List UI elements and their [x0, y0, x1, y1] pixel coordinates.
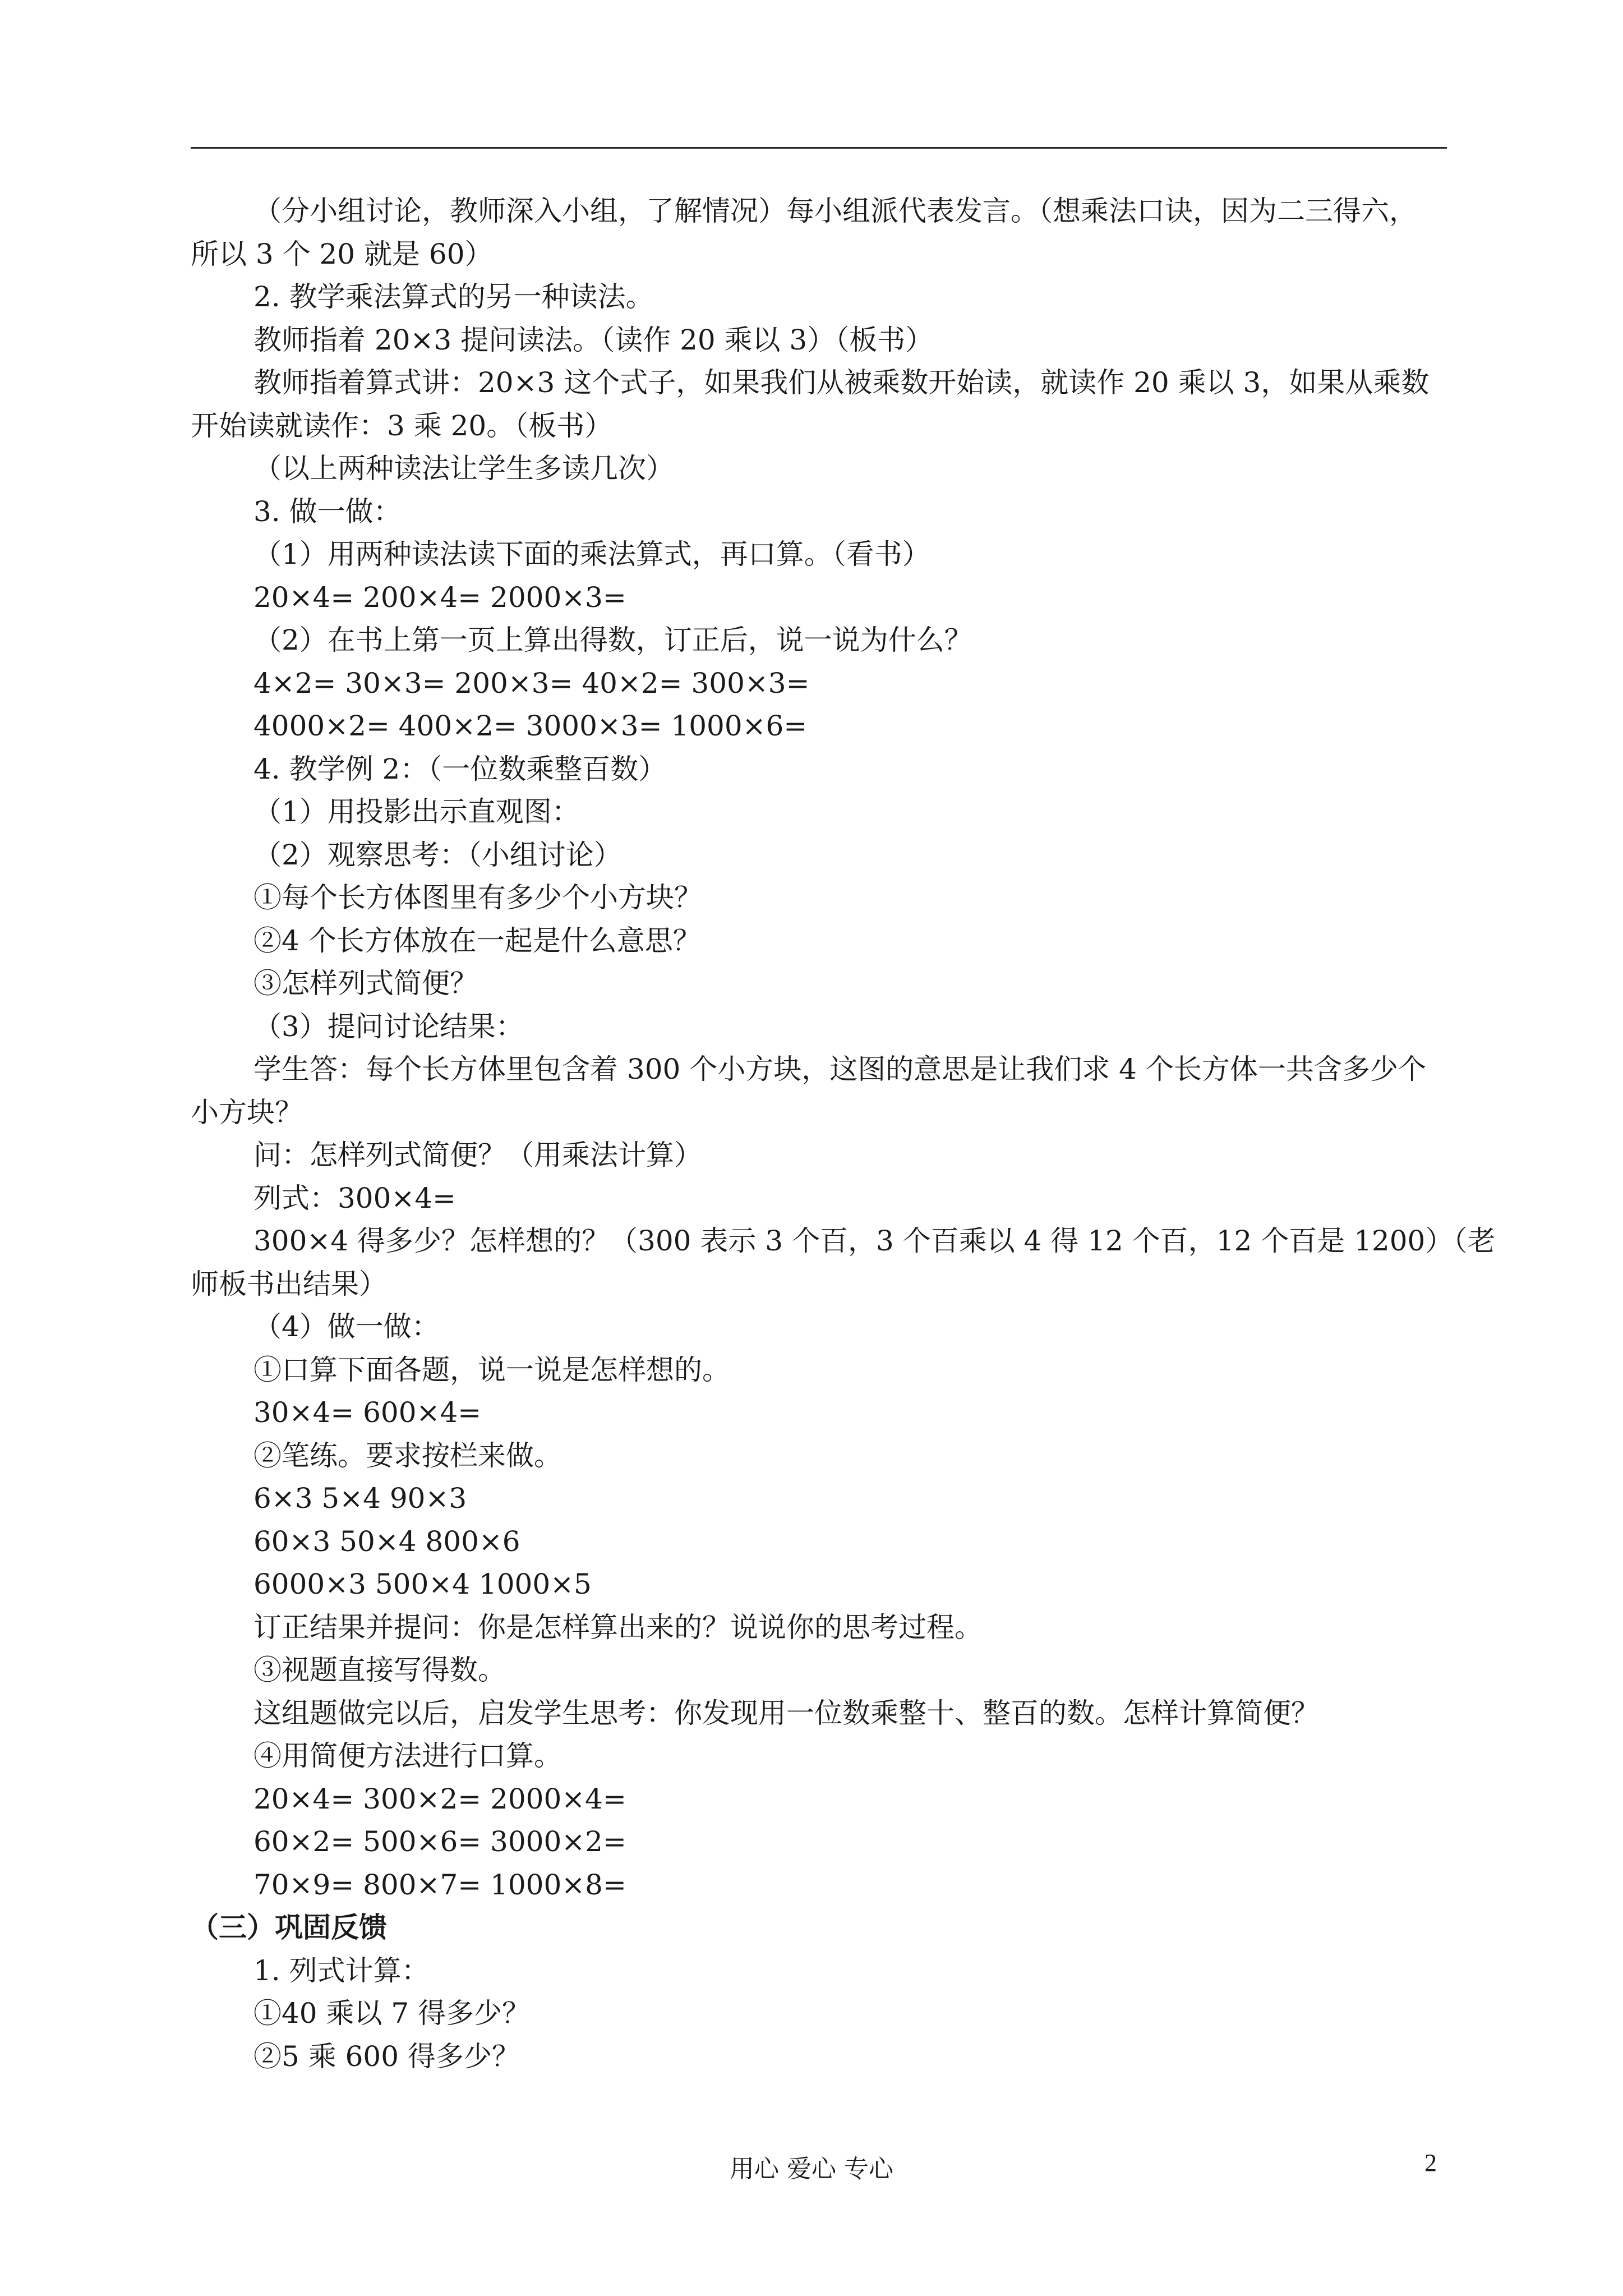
text-line: 60×2= 500×6= 3000×2=: [253, 1825, 626, 1858]
text-line: 这组题做完以后，启发学生思考：你发现用一位数乘整十、整百的数。怎样计算简便？: [253, 1696, 1319, 1729]
text-line: 教师指着 20×3 提问读法。（读作 20 乘以 3）（板书）: [253, 323, 934, 356]
text-line: ②笔练。要求按栏来做。: [253, 1439, 562, 1472]
text-line: 教师指着算式讲：20×3 这个式子，如果我们从被乘数开始读，就读作 20 乘以 3，如果从乘数: [253, 366, 1430, 399]
text-line: （4）做一做：: [253, 1310, 440, 1343]
text-line: （分小组讨论，教师深入小组，了解情况）每小组派代表发言。（想乘法口诀，因为二三得六，: [253, 195, 1417, 227]
footer-motto: 用心 爱心 专心: [730, 2155, 893, 2183]
text-line: 60×3 50×4 800×6: [253, 1525, 520, 1558]
text-line: ①口算下面各题，说一说是怎样想的。: [253, 1353, 730, 1386]
text-line: 20×4= 200×4= 2000×3=: [253, 581, 626, 614]
text-line: 订正结果并提问：你是怎样算出来的？说说你的思考过程。: [253, 1611, 983, 1644]
text-line: 开始读就读作：3 乘 20。（板书）: [191, 409, 613, 442]
text-line: （1）用两种读法读下面的乘法算式，再口算。（看书）: [253, 538, 930, 570]
section-heading: （三）巩固反馈: [191, 1911, 387, 1944]
text-line: 6×3 5×4 90×3: [253, 1482, 467, 1515]
text-line: 300×4 得多少？怎样想的？（300 表示 3 个百，3 个百乘以 4 得 12 个百，12 个百是 1200）（老: [253, 1225, 1496, 1257]
text-line: 70×9= 800×7= 1000×8=: [253, 1868, 626, 1901]
text-line: 1. 列式计算：: [253, 1954, 430, 1987]
text-line: 2. 教学乘法算式的另一种读法。: [253, 280, 654, 313]
text-line: ③怎样列式简便？: [253, 967, 478, 1000]
text-line: 20×4= 300×2= 2000×4=: [253, 1782, 626, 1815]
text-line: 小方块？: [191, 1096, 303, 1129]
text-line: 6000×3 500×4 1000×5: [253, 1568, 592, 1600]
text-line: ③视题直接写得数。: [253, 1654, 506, 1686]
text-line: 4000×2= 400×2= 3000×3= 1000×6=: [253, 710, 808, 742]
document-body: [191, 190, 1496, 2078]
text-line: （1）用投影出示直观图：: [253, 795, 580, 828]
header-rule: [191, 147, 1447, 149]
text-line: 4×2= 30×3= 200×3= 40×2= 300×3=: [253, 666, 810, 700]
text-line: ②4 个长方体放在一起是什么意思？: [253, 924, 701, 957]
text-line: （2）观察思考：（小组讨论）: [253, 838, 622, 871]
text-line: 4. 教学例 2：（一位数乘整百数）: [253, 752, 667, 785]
text-line: 3. 做一做：: [253, 495, 402, 528]
text-line: 学生答：每个长方体里包含着 300 个小方块，这图的意思是让我们求 4 个长方体一共含多少个: [253, 1053, 1426, 1085]
text-line: 所以 3 个 20 就是 60）: [191, 237, 493, 270]
text-line: 师板书出结果）: [191, 1267, 387, 1300]
text-line: ④用简便方法进行口算。: [253, 1740, 562, 1772]
text-line: ①40 乘以 7 得多少？: [253, 1997, 531, 2030]
text-line: ①每个长方体图里有多少个小方块？: [253, 881, 702, 914]
text-line: 30×4= 600×4=: [253, 1396, 482, 1429]
text-line: （2）在书上第一页上算出得数，订正后，说一说为什么？: [253, 624, 972, 656]
text-line: ②5 乘 600 得多少？: [253, 2040, 520, 2073]
text-line: 问：怎样列式简便？（用乘法计算）: [253, 1139, 702, 1171]
page-number: 2: [1424, 2149, 1437, 2177]
text-line: （3）提问讨论结果：: [253, 1010, 524, 1043]
text-line: （以上两种读法让学生多读几次）: [253, 452, 674, 485]
text-line: 列式：300×4=: [253, 1181, 457, 1214]
